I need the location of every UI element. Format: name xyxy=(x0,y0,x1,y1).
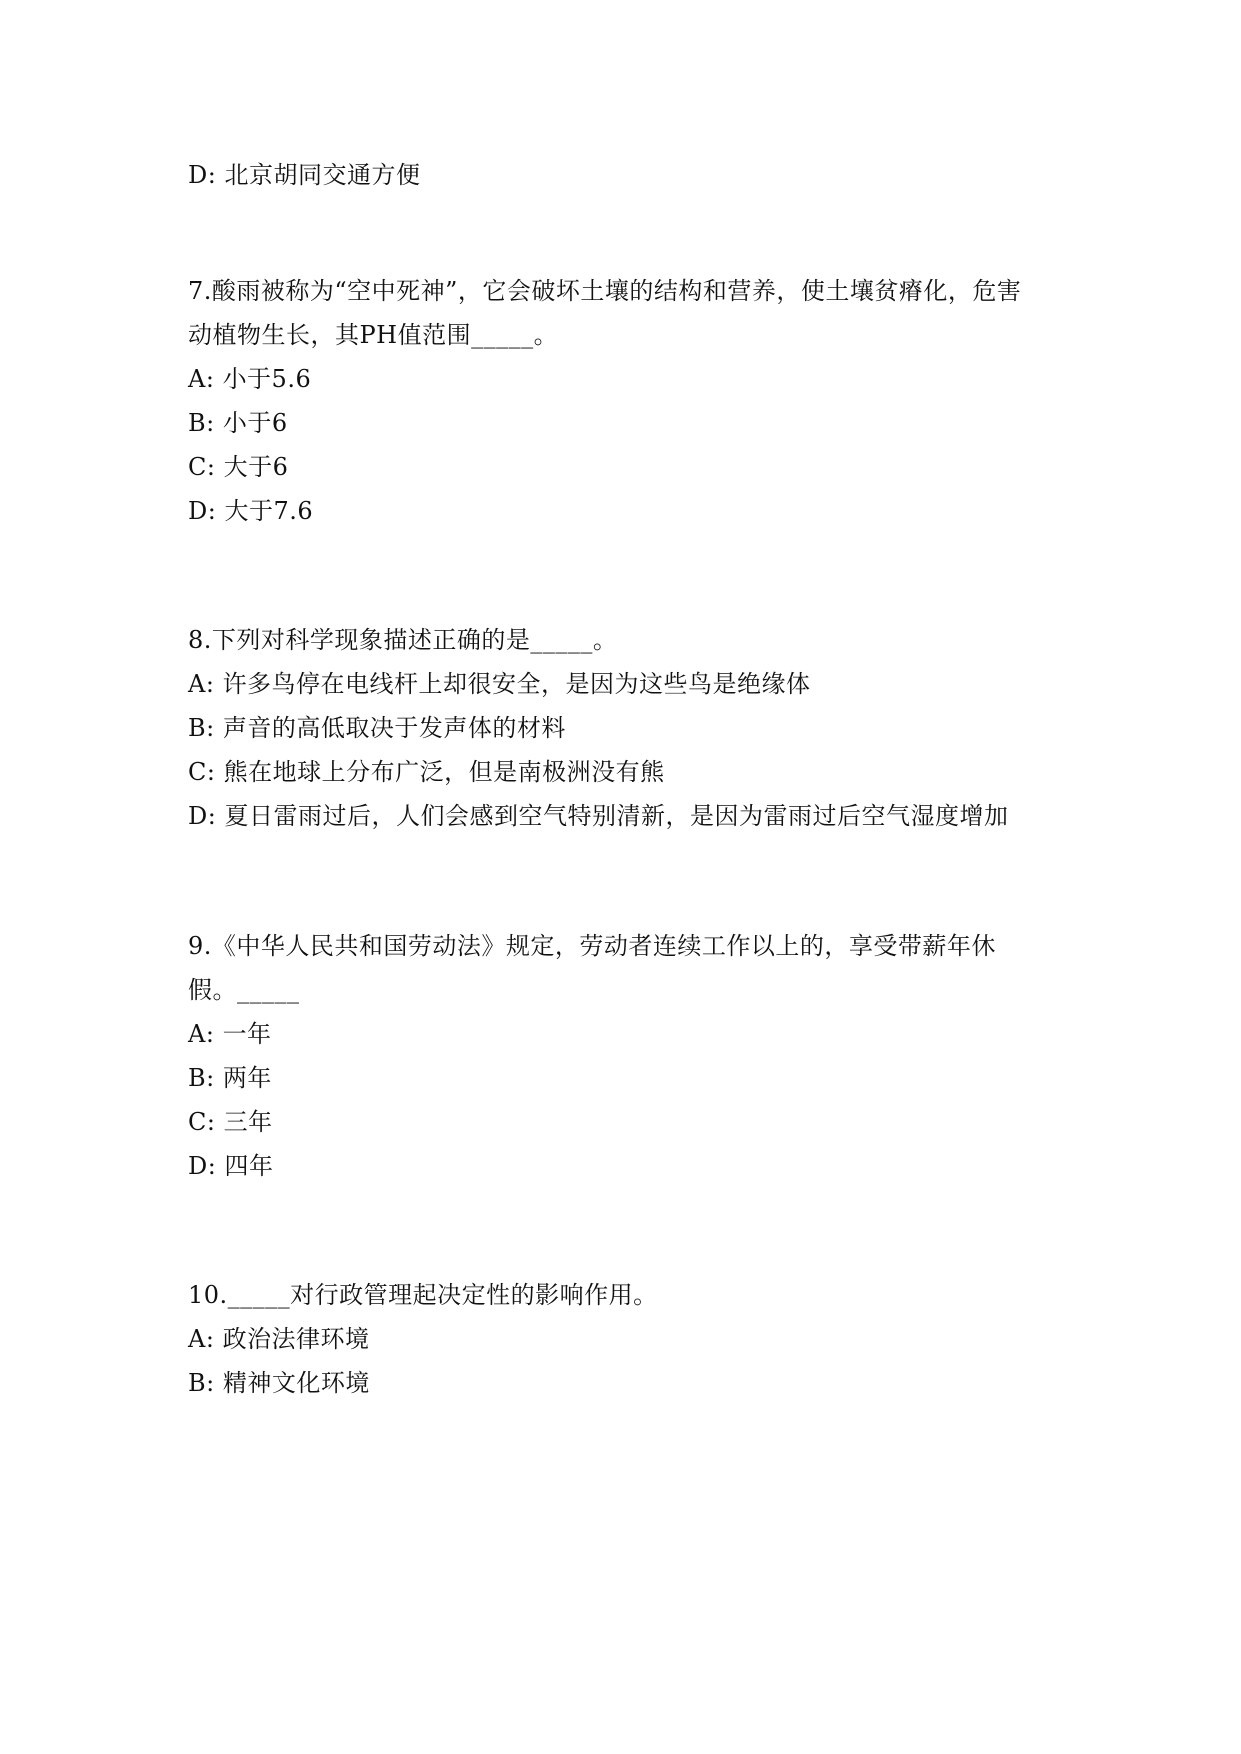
question-10-stem-line-1: 10._____对行政管理起决定性的影响作用。 xyxy=(188,1281,658,1309)
question-9-stem-line-1: 9.《中华人民共和国劳动法》规定，劳动者连续工作以上的，享受带薪年休 xyxy=(188,932,996,960)
option-text: 大于7.6 xyxy=(224,497,314,525)
option-label: C: xyxy=(188,453,216,481)
option-text: 两年 xyxy=(222,1064,272,1092)
question-8-stem-line-1: 8.下列对科学现象描述正确的是_____。 xyxy=(188,626,618,654)
option-label: A: xyxy=(188,1325,215,1353)
option-label: C: xyxy=(188,758,216,786)
option-text: 政治法律环境 xyxy=(222,1325,370,1353)
question-10-option-a xyxy=(188,1324,1068,1354)
option-text: 三年 xyxy=(223,1108,273,1136)
option-text: 熊在地球上分布广泛，但是南极洲没有熊 xyxy=(223,758,665,786)
option-text: 北京胡同交通方便 xyxy=(224,161,421,189)
option-label: A: xyxy=(188,365,215,393)
option-text: 许多鸟停在电线杆上却很安全，是因为这些鸟是绝缘体 xyxy=(222,670,811,698)
question-7-option-c xyxy=(188,452,1068,482)
question-8-option-c xyxy=(188,757,1068,787)
question-9-option-d xyxy=(188,1151,1068,1181)
question-10-option-b xyxy=(188,1368,1068,1398)
question-8-option-a xyxy=(188,669,1068,699)
lead-option xyxy=(188,160,1068,190)
question-7-option-d xyxy=(188,496,1068,526)
option-label: D: xyxy=(188,802,217,830)
question-7-stem-line-1: 7.酸雨被称为“空中死神”，它会破坏土壤的结构和营养，使土壤贫瘠化，危害 xyxy=(188,277,1022,305)
option-label: A: xyxy=(188,1020,215,1048)
option-label: B: xyxy=(188,1369,215,1397)
question-7-stem-line-2: 动植物生长，其PH值范围_____。 xyxy=(188,321,559,349)
question-7-option-b xyxy=(188,408,1068,438)
question-9-option-c xyxy=(188,1107,1068,1137)
question-8-option-b xyxy=(188,713,1068,743)
option-text: 夏日雷雨过后，人们会感到空气特别清新，是因为雷雨过后空气湿度增加 xyxy=(224,802,1009,830)
option-text: 一年 xyxy=(222,1020,272,1048)
option-text: 小于5.6 xyxy=(222,365,312,393)
question-9-option-b xyxy=(188,1063,1068,1093)
option-text: 声音的高低取决于发声体的材料 xyxy=(222,714,566,742)
option-label: A: xyxy=(188,670,215,698)
option-text: 精神文化环境 xyxy=(222,1369,370,1397)
option-label: D: xyxy=(188,497,217,525)
question-8-option-d xyxy=(188,801,1068,831)
question-7-option-a xyxy=(188,364,1068,394)
option-text: 四年 xyxy=(224,1152,274,1180)
question-9-option-a xyxy=(188,1019,1068,1049)
option-label: D: xyxy=(188,161,217,189)
question-9-stem-line-2: 假。_____ xyxy=(188,976,300,1004)
option-label: B: xyxy=(188,714,215,742)
option-text: 大于6 xyxy=(223,453,289,481)
option-text: 小于6 xyxy=(222,409,288,437)
option-label: C: xyxy=(188,1108,216,1136)
option-label: D: xyxy=(188,1152,217,1180)
option-label: B: xyxy=(188,1064,215,1092)
option-label: B: xyxy=(188,409,215,437)
